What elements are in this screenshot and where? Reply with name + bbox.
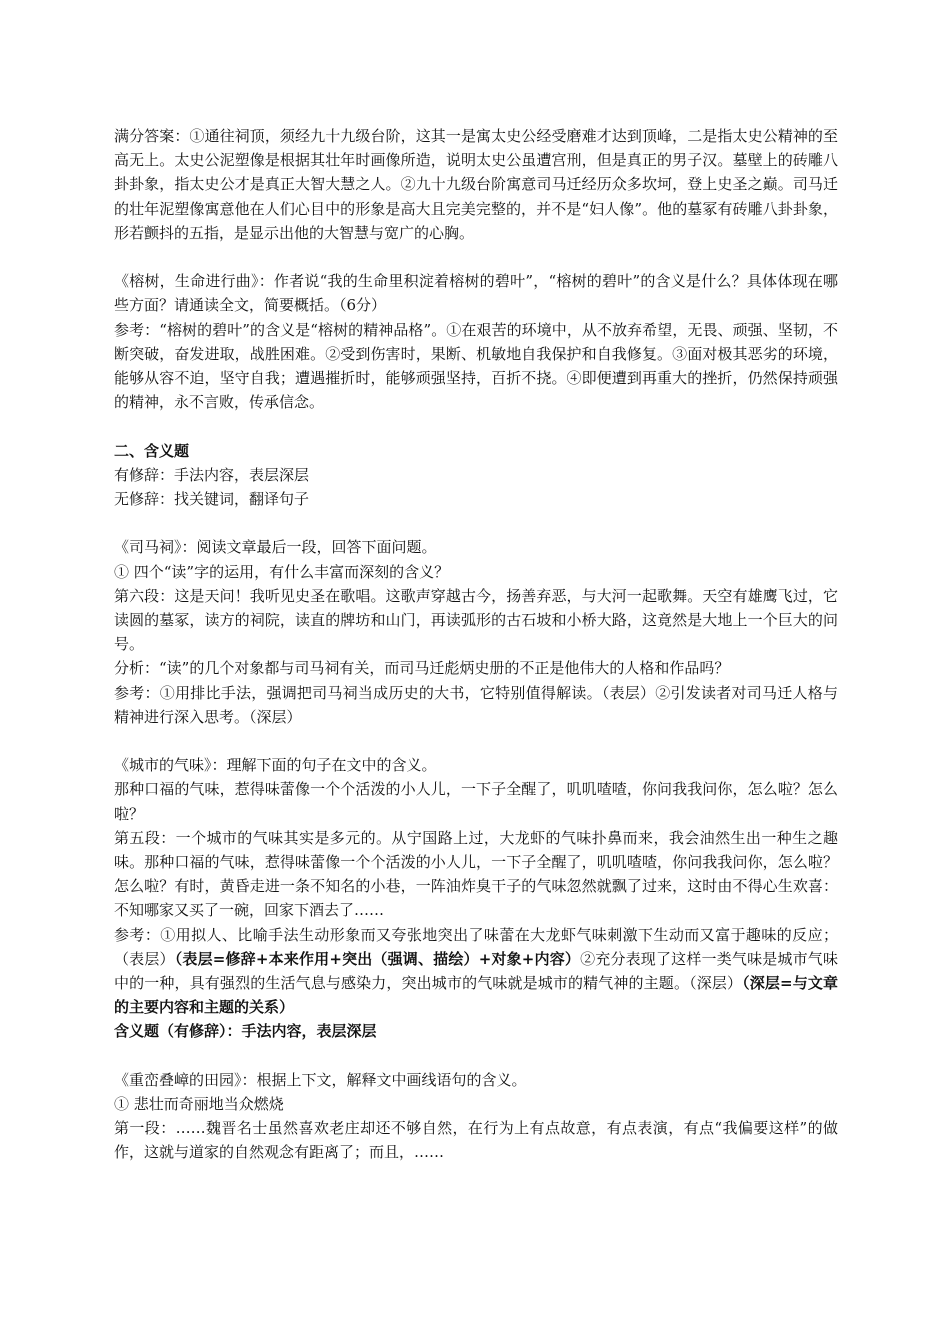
simaci-reference: 参考：①用排比手法，强调把司马祠当成历史的大书，它特别值得解读。（表层）②引发读者对司马迁人格与精神进行深入思考。（深层） [114,683,838,726]
simaci-analysis: 分析：“读”的几个对象都与司马祠有关，而司马迁彪炳史册的不正是他伟大的人格和作品吗？ [114,659,730,678]
banyan-reference: 参考：“榕树的碧叶”的含义是“榕树的精神品格”。①在艰苦的环境中，从不放弃希望，无畏、顽强、坚韧，不断突破，奋发进取，战胜困难。②受到伤害时，果断、机敏地自我保护和自我修复。③面对极其恶劣的环境，能够从容不迫，坚守自我；遭遇摧折时，能够顽强坚持，百折不挠。④即便遭到再重大的挫折，仍然保持顽强的精神，永不言败，传承信念。 [114,320,838,412]
blank-line [114,414,838,438]
city-smell-reference [114,923,838,1020]
document-page [114,124,838,1165]
city-smell-sentence: 那种口福的气味，惹得味蕾像一个个活泼的小人儿，一下子全醒了，叽叽喳喳，你问我我问你，怎么啦？怎么啦？ [114,780,838,823]
surface-formula: （表层=修辞+本来作用+突出（强调、描绘）+对象+内容） [174,949,581,968]
deep-formula: （深层=与文章的主要内容和主题的关系） [114,974,838,1017]
reference-text-surface: 参考：①用拟人、比喻手法生动形象而又夸张地突出了味蕾在大龙虾气味刺激下生动而又富于趣味的反应；（表层） [114,925,838,968]
blank-line [114,511,838,535]
field-question: 《重峦叠嶂的田园》：根据上下文，解释文中画线语句的含义。 [114,1070,527,1089]
rule-without-rhetoric: 无修辞：找关键词，翻译句子 [114,490,310,509]
city-smell-question: 《城市的气味》：理解下面的句子在文中的含义。 [114,756,437,775]
field-passage: 第一段：……魏晋名士虽然喜欢老庄却还不够自然，在行为上有点故意，有点表演，有点“我偏要这样”的做作，这就与道家的自然观念有距离了；而且，…… [114,1119,838,1162]
simaci-passage: 第六段：这是天问！我听见史圣在歌唱。这歌声穿越古今，扬善弃恶，与大河一起歌舞。天空有雄鹰飞过，它读圆的墓冢，读方的祠院，读直的牌坊和山门，再读弧形的古石坡和小桥大路，这竟然是大地上一个巨大的问号。 [114,586,838,654]
blank-line [114,729,838,753]
simaci-question: 《司马祠》：阅读文章最后一段，回答下面问题。 [114,538,437,557]
section-heading: 二、含义题 [114,441,190,460]
banyan-question: 《榕树，生命进行曲》：作者说“我的生命里积淀着榕树的碧叶”，“榕树的碧叶”的含义是什么？具体体现在哪些方面？请通读全文，简要概括。（6分） [114,272,838,315]
blank-line [114,1044,838,1068]
meaning-summary: 含义题（有修辞）：手法内容，表层深层 [114,1022,377,1041]
full-answer-paragraph: 满分答案：①通往祠顶，须经九十九级台阶，这其一是寓太史公经受磨难才达到顶峰，二是指太史公精神的至高无上。太史公泥塑像是根据其壮年时画像所造，说明太史公虽遭宫刑，但是真正的男子汉。墓壁上的砖雕八卦卦象，指太史公才是真正大智大慧之人。②九十九级台阶寓意司马迁经历众多坎坷，登上史圣之巅。司马迁的壮年泥塑像寓意他在人们心目中的形象是高大且完美完整的，并不是“妇人像”。他的墓冢有砖雕八卦卦象，形若颤抖的五指，是显示出他的大智慧与宽广的心胸。 [114,127,838,242]
blank-line [114,245,838,269]
city-smell-passage: 第五段：一个城市的气味其实是多元的。从宁国路上过，大龙虾的气味扑鼻而来，我会油然生出一种生之趣味。那种口福的气味，惹得味蕾像一个个活泼的小人儿，一下子全醒了，叽叽喳喳，你问我我问你，怎么啦？怎么啦？有时，黄昏走进一条不知名的小巷，一阵油炸臭干子的气味忽然就飘了过来，这时由不得心生欢喜：不知哪家又买了一碗，回家下酒去了…… [114,828,838,920]
reference-text-deep: ②充分表现了这样一类气味是城市气味中的一种，具有强烈的生活气息与感染力，突出城市的气味就是城市的精气神的主题。（深层） [114,949,838,993]
simaci-sub-question: ① 四个“读”字的运用，有什么丰富而深刻的含义？ [114,562,450,581]
rule-with-rhetoric: 有修辞：手法内容，表层深层 [114,465,310,484]
field-sub-question: ① 悲壮而奇丽地当众燃烧 [114,1095,284,1114]
